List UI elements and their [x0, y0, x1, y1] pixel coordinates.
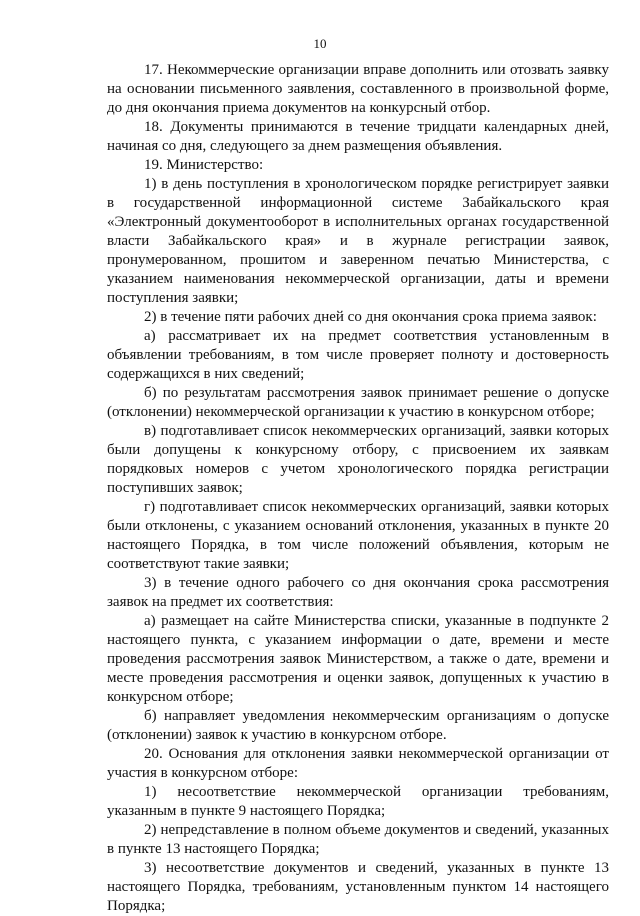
- paragraph-19: 19. Министерство:: [144, 157, 264, 173]
- paragraph-19-3-b: б) направляет уведомления некоммерческим организациям о допуске (отклонении) заявок к участию в конкурсном отборе.: [107, 708, 609, 743]
- paragraph-20: 20. Основания для отклонения заявки некоммерческой организации от участия в конкурсном отборе:: [107, 746, 609, 781]
- paragraph-19-3: 3) в течение одного рабочего со дня окончания срока рассмотрения заявок на предмет их соответствия:: [107, 575, 609, 610]
- paragraph-20-2: 2) непредставление в полном объеме документов и сведений, указанных в пункте 13 настоящего Порядка;: [107, 822, 609, 857]
- paragraph-20-3: 3) несоответствие документов и сведений, указанных в пункте 13 настоящего Порядка, требованиям, установленным пунктом 14 настоящего Порядка;: [107, 860, 609, 914]
- paragraph-19-2-g: г) подготавливает список некоммерческих организаций, заявки которых были отклонены, с указанием оснований отклонения, указанных в пункте 20 настоящего Порядка, в том числе положений объявления, которым не соответствуют такие заявки;: [107, 499, 609, 572]
- paragraph-18: 18. Документы принимаются в течение тридцати календарных дней, начиная со дня, следующего за днем размещения объявления.: [107, 119, 609, 154]
- paragraph-20-1: 1) несоответствие некоммерческой организации требованиям, указанным в пункте 9 настоящего Порядка;: [107, 784, 609, 819]
- page-number: 10: [313, 36, 327, 51]
- document-body: [107, 61, 609, 916]
- paragraph-17: 17. Некоммерческие организации вправе дополнить или отозвать заявку на основании письменного заявления, составленного в произвольной форме, до дня окончания приема документов на конкурсный отбор.: [107, 62, 609, 116]
- paragraph-19-2-v: в) подготавливает список некоммерческих организаций, заявки которых были допущены к конкурсному отбору, с присвоением их заявкам порядковых номеров с учетом хронологического порядка регистрации поступивших заявок;: [107, 423, 609, 496]
- paragraph-19-2-b: б) по результатам рассмотрения заявок принимает решение о допуске (отклонении) некоммерческой организации к участию в конкурсном отборе;: [107, 385, 609, 420]
- paragraph-19-2: 2) в течение пяти рабочих дней со дня окончания срока приема заявок:: [144, 309, 597, 325]
- paragraph-19-2-a: а) рассматривает их на предмет соответствия установленным в объявлении требованиям, в том числе проверяет полноту и достоверность содержащихся в них сведений;: [107, 328, 609, 382]
- paragraph-19-3-a: а) размещает на сайте Министерства списки, указанные в подпункте 2 настоящего пункта, с указанием информации о дате, времени и месте проведения рассмотрения заявок Министерством, а также о дате, времени и месте проведения рассмотрения и оценки заявок, допущенных к участию в конкурсном отборе;: [107, 613, 609, 705]
- paragraph-19-1: 1) в день поступления в хронологическом порядке регистрирует заявки в государственной информационной системе Забайкальского края «Электронный документооборот в исполнительных органах государственной власти Забайкальского края» и в журнале регистрации заявок, пронумерованном, прошитом и заверенном печатью Министерства, с указанием наименования некоммерческой организации, даты и времени поступления заявки;: [107, 176, 609, 306]
